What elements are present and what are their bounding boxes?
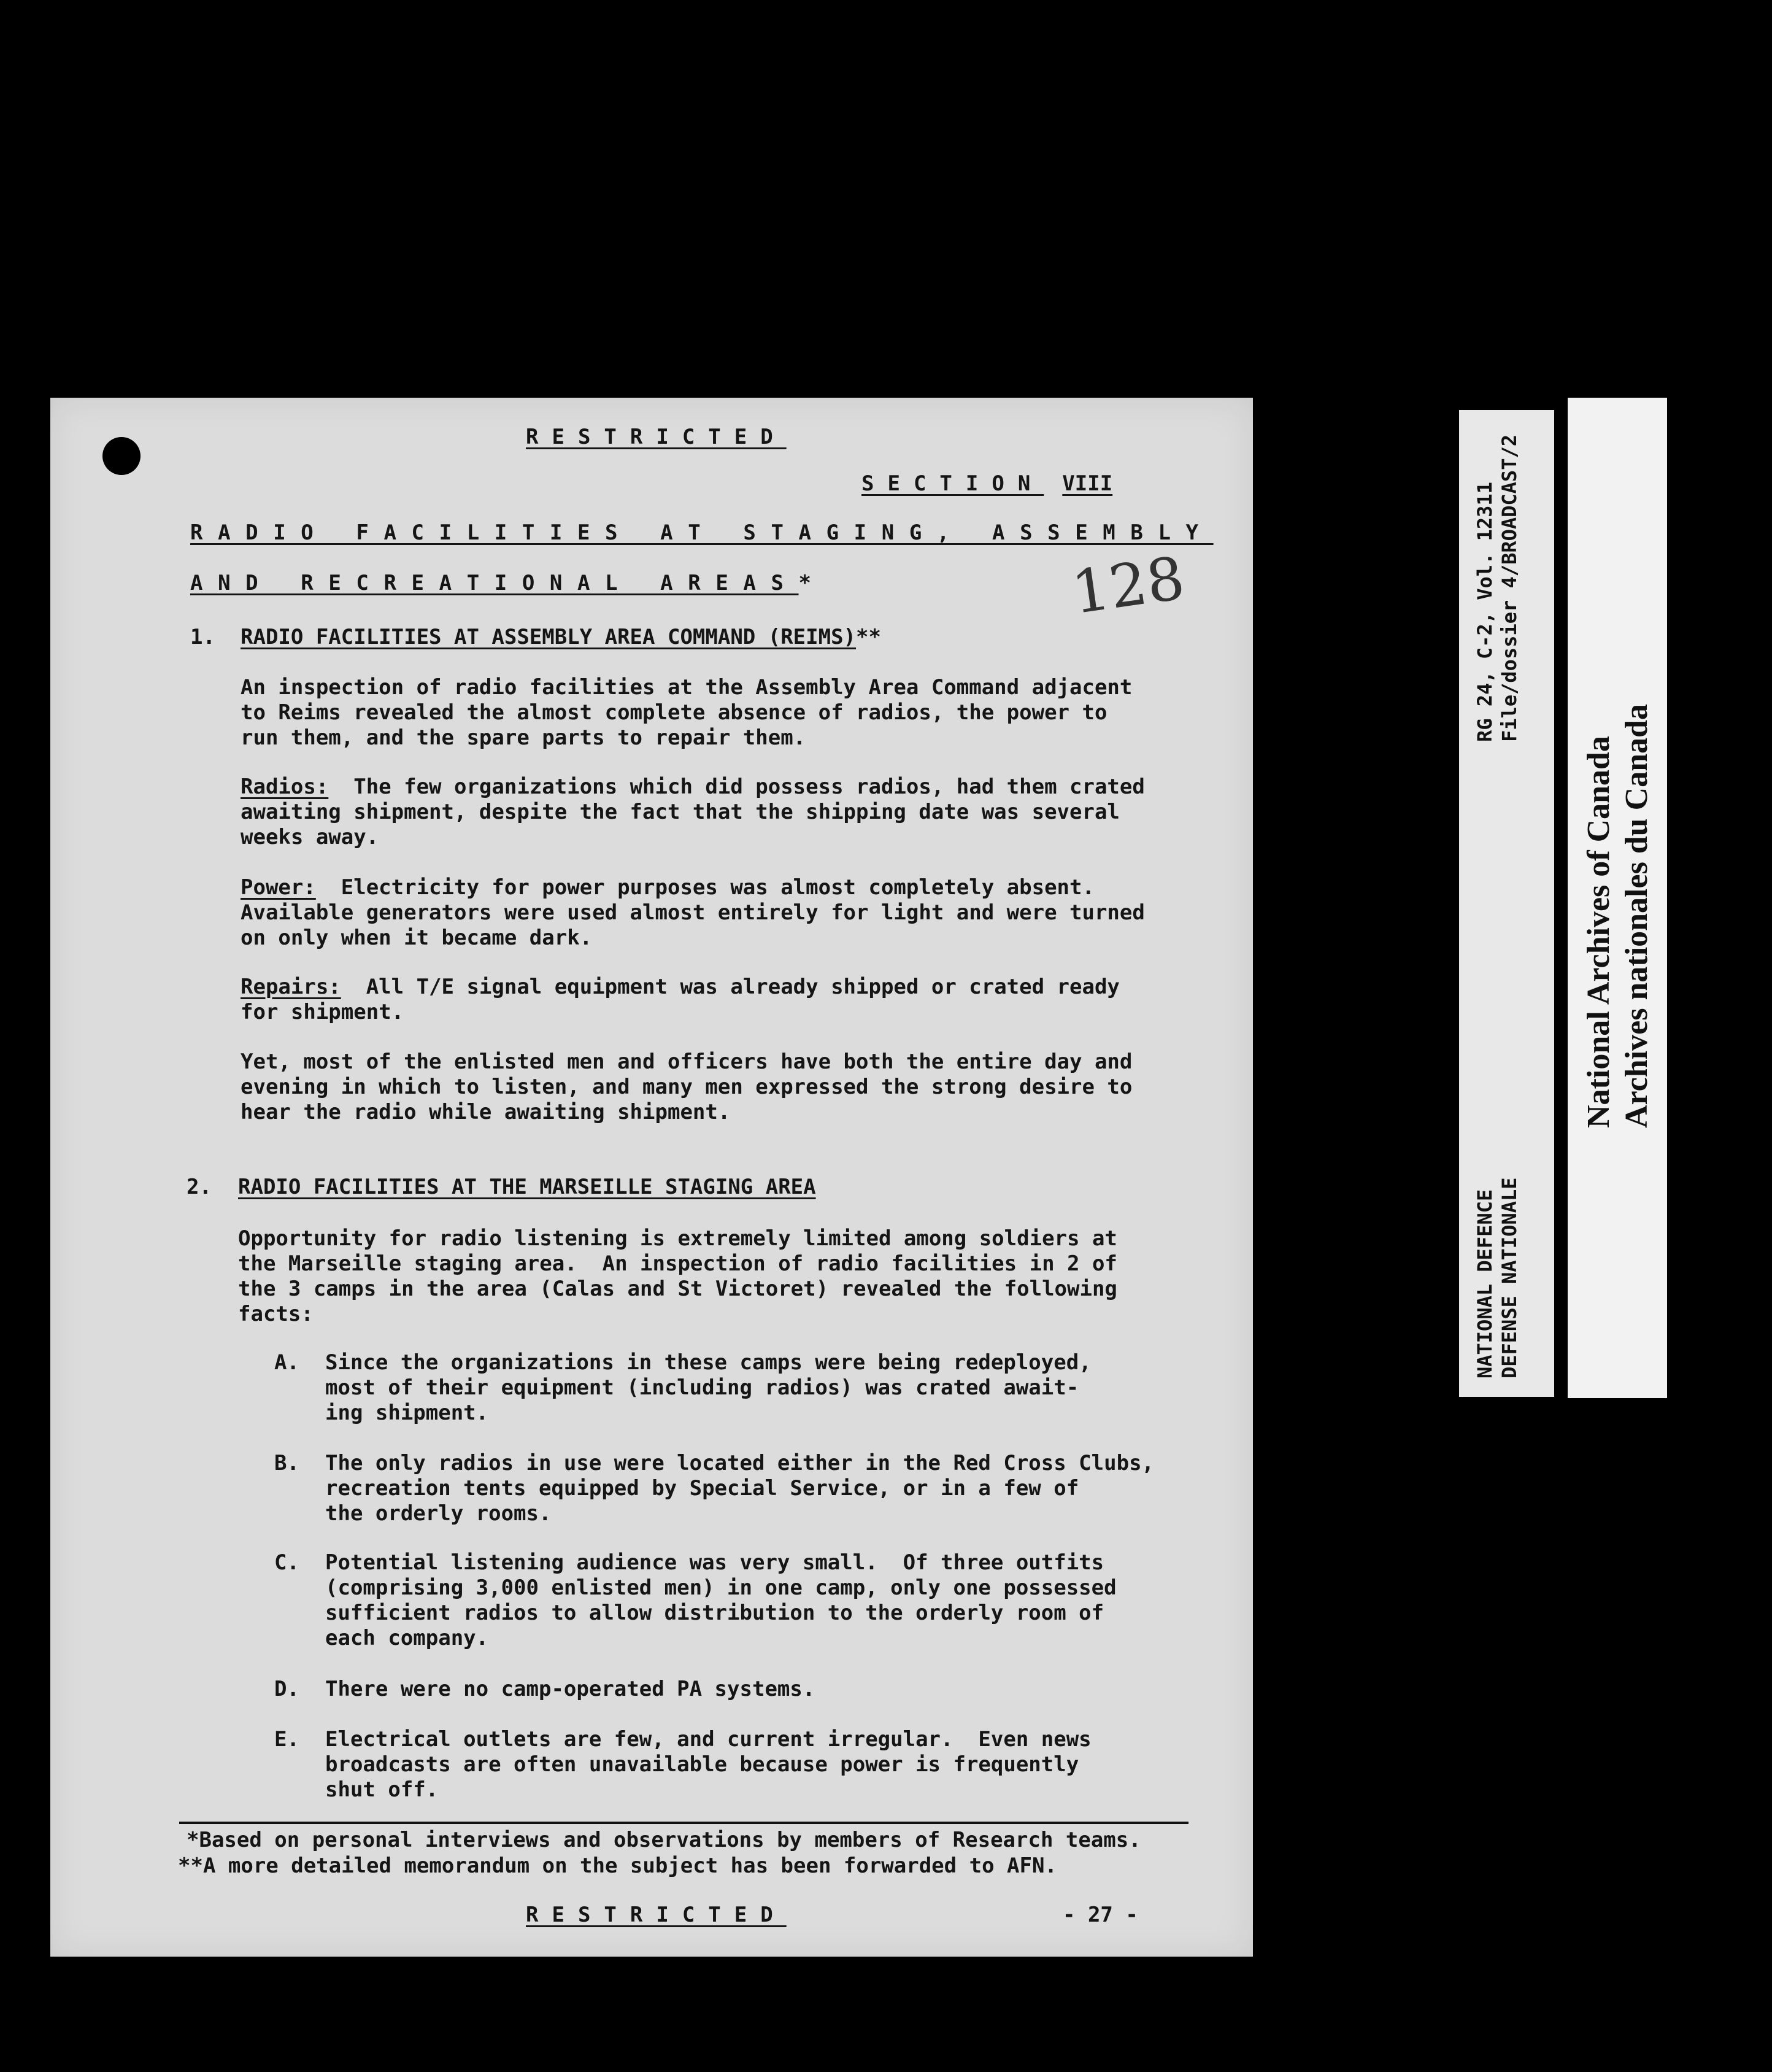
section1-heading-marker: ** <box>856 625 881 649</box>
file-reference-line2: File/dossier 4/BROADCAST/2 <box>1498 435 1521 742</box>
section1-number: 1. <box>190 625 215 649</box>
section-label: SECTION <box>861 471 1044 496</box>
item-c-text: Potential listening audience was very small. Of three outfits (comprising 3,000 enlisted men) in one camp, only one possessed sufficient radios to allow distribution to the orderly room of each company. <box>325 1550 1117 1650</box>
section1-intro: An inspection of radio facilities at the Assembly Area Command adjacent to Reims revealed the almost complete absence of radios, the power to run them, and the spare parts to repair them. <box>241 675 1133 750</box>
punch-hole <box>102 437 141 475</box>
title-line2-marker: * <box>798 571 812 595</box>
document-page <box>50 398 1253 1957</box>
classification-header: RESTRICTED <box>526 425 787 449</box>
item-e-letter: E. <box>274 1727 299 1752</box>
item-a-letter: A. <box>274 1350 299 1375</box>
footnote-divider <box>179 1822 1188 1824</box>
repairs-paragraph <box>241 975 1120 1025</box>
radios-text: The few organizations which did possess radios, had them crated awaiting shipment, despite the fact that the shipping date was several weeks away. <box>241 775 1145 849</box>
footnote-2: **A more detailed memorandum on the subject has been forwarded to AFN. <box>178 1854 1057 1878</box>
archives-name-english: National Archives of Canada <box>1581 736 1616 1128</box>
department-line2: DEFENSE NATIONALE <box>1498 1177 1521 1378</box>
power-label: Power: <box>241 875 316 900</box>
section2-heading: RADIO FACILITIES AT THE MARSEILLE STAGING AREA <box>238 1175 816 1199</box>
section1-closing: Yet, most of the enlisted men and officers have both the entire day and evening in which to listen, and many men expressed the strong desire to hear the radio while awaiting shipment. <box>241 1050 1133 1124</box>
file-reference-line1: RG 24, C-2, Vol. 12311 <box>1473 482 1497 742</box>
document-title-line1: RADIO FACILITIES AT STAGING, ASSEMBLY <box>190 520 1214 545</box>
item-e-text: Electrical outlets are few, and current irregular. Even news broadcasts are often unavailable because power is frequently shut off. <box>325 1727 1092 1802</box>
national-archives-label <box>1568 398 1667 1398</box>
repairs-label: Repairs: <box>241 975 341 999</box>
section2-intro: Opportunity for radio listening is extremely limited among soldiers at the Marseille staging area. An inspection of radio facilities in 2 of the 3 camps in the area (Calas and St Victoret) revealed the following facts: <box>238 1226 1117 1326</box>
item-d-text: There were no camp-operated PA systems. <box>325 1677 815 1701</box>
section-heading <box>861 471 1112 497</box>
item-a-text: Since the organizations in these camps were being redeployed, most of their equipment (including radios) was crated await- ing shipment. <box>325 1350 1092 1425</box>
department-label <box>1473 1177 1522 1378</box>
footnote-1: *Based on personal interviews and observations by members of Research teams. <box>187 1828 1141 1852</box>
page-number: - 27 - <box>1063 1903 1138 1927</box>
archives-rotated-text <box>1568 398 1667 1398</box>
section-number: VIII <box>1062 471 1113 496</box>
radios-label: Radios: <box>241 775 329 799</box>
archives-name-french: Archives nationales du Canada <box>1619 703 1654 1128</box>
archive-reference-stamp <box>1459 410 1554 1397</box>
radios-paragraph <box>241 775 1145 850</box>
document-title-line2 <box>190 571 811 596</box>
archives-name <box>1580 704 1656 1128</box>
handwritten-folio: 128 <box>1068 543 1189 628</box>
item-b-text: The only radios in use were located either in the Red Cross Clubs, recreation tents equipped by Special Service, or in a few of the orderly rooms. <box>325 1451 1155 1526</box>
title-line2-text: AND RECREATIONAL AREAS <box>190 571 799 595</box>
department-line1: NATIONAL DEFENCE <box>1473 1189 1497 1378</box>
item-d-letter: D. <box>274 1677 299 1701</box>
item-b-letter: B. <box>274 1451 299 1475</box>
file-reference <box>1473 435 1522 742</box>
power-paragraph <box>241 875 1145 951</box>
classification-footer: RESTRICTED <box>526 1903 787 1927</box>
repairs-text: All T/E signal equipment was already shipped or crated ready for shipment. <box>241 975 1120 1024</box>
stamp-rotated-text <box>1459 410 1554 1397</box>
power-text: Electricity for power purposes was almost completely absent. Available generators were used almost entirely for light and were turned on only when it became dark. <box>241 875 1145 950</box>
item-c-letter: C. <box>274 1550 299 1575</box>
section1-heading-text: RADIO FACILITIES AT ASSEMBLY AREA COMMAND (REIMS) <box>241 625 857 649</box>
section2-number: 2. <box>187 1175 212 1199</box>
section1-heading <box>241 625 881 650</box>
